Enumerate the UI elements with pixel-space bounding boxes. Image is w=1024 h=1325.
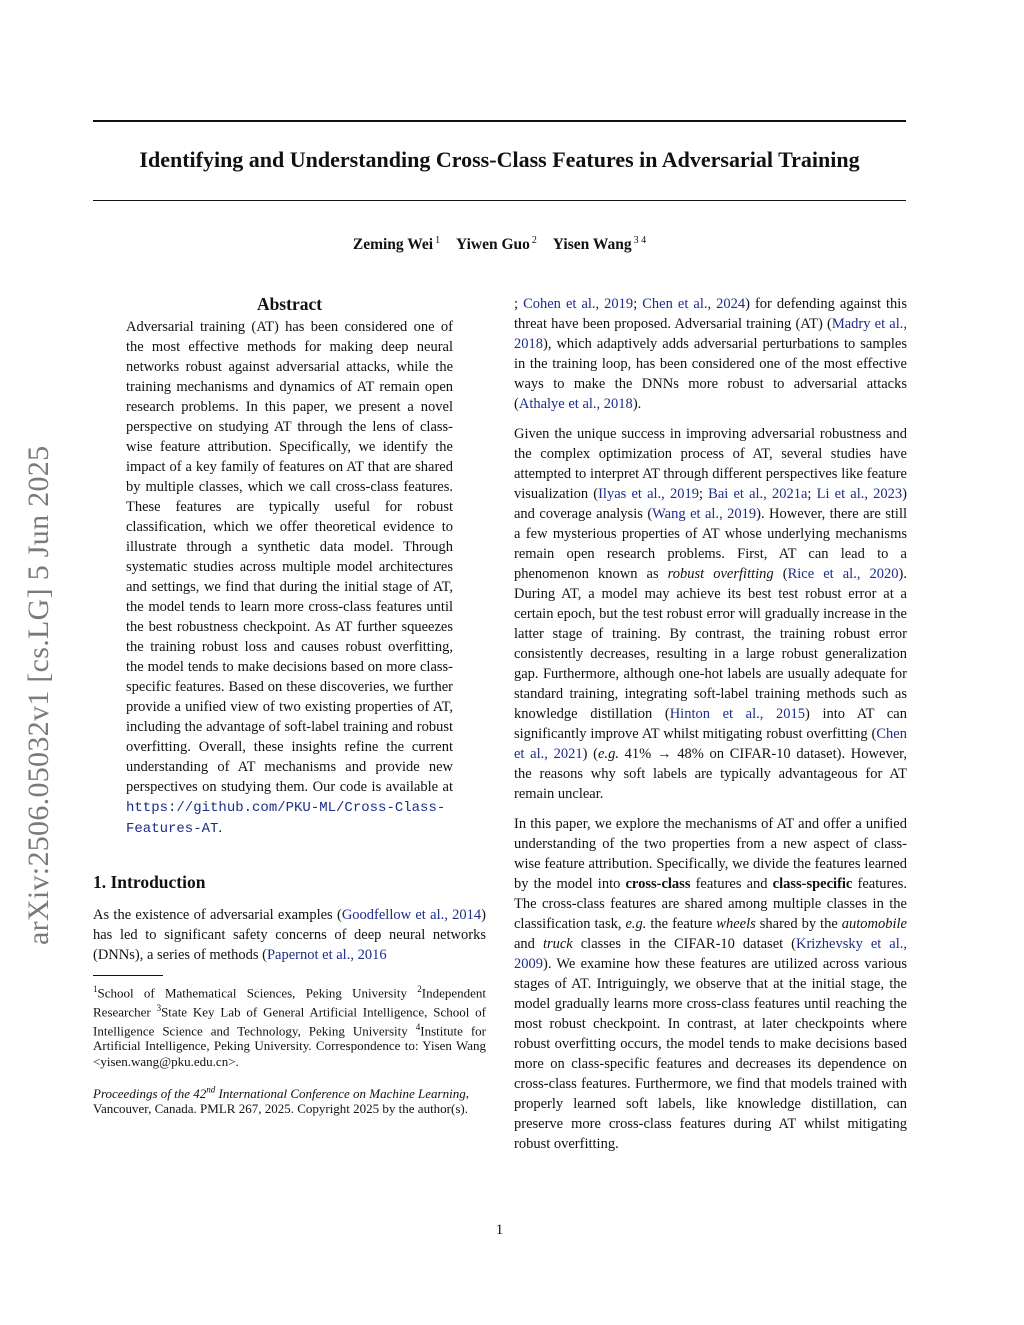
citation-link[interactable]: Hinton et al., 2015 bbox=[669, 706, 805, 722]
citation-link[interactable]: Athalye et al., 2018 bbox=[518, 396, 633, 412]
left-column bbox=[93, 294, 486, 1117]
citation-link[interactable]: Madry et al., 2018 bbox=[514, 316, 907, 352]
citation-link[interactable]: Ilyas et al., 2019 bbox=[598, 486, 699, 502]
proceedings-note: Proceedings of the 42nd International Conference on Machine Learning, Vancouver, Canada. PMLR 267, 2025. Copyright 2025 by the author(s). bbox=[93, 1084, 469, 1117]
citation-link[interactable]: Bai et al., 2021a bbox=[708, 486, 808, 502]
author: Yiwen Guo $^2$ bbox=[455, 235, 537, 254]
page-number: 1 bbox=[495, 1222, 504, 1238]
abstract-text: Adversarial training (AT) has been considered one of the most effective methods for making deep neural networks robust against adversarial attacks, while the training mechanisms and dynamics of AT remain open research problems. In this paper, we present a novel perspective on studying AT through the lens of class-wise feature attribution. Specifically, we identify the impact of a key family of features on AT that are shared by multiple classes, which we call cross-class features. These features are typically useful for robust classification, which we offer theoretical evidence to illustrate through a synthetic data model. Through systematic studies across multiple model architectures and settings, we find that during the initial stage of AT, the model tends to learn more cross-class features until the best robustness checkpoint. As AT further squeezes the training robust loss and causes robust overfitting, the model tends to make decisions based on more class-specific features. Based on these discoveries, we further provide a unified view of two existing properties of AT, including the advantage of soft-label training and robust overfitting. Overall, these insights refine the current understanding of AT mechanisms and provide new perspectives on studying them. Our code is available at https://github.com/PKU-ML/Cross-Class-Features-AT. bbox=[126, 319, 453, 837]
paper-title: Identifying and Understanding Cross-Class Features in Adversarial Training bbox=[139, 147, 860, 172]
citation-link[interactable]: Chen et al., 2024 bbox=[642, 296, 746, 312]
citation-link[interactable]: Rice et al., 2020 bbox=[787, 566, 899, 582]
title-rule-bottom bbox=[93, 200, 906, 201]
author-list bbox=[93, 235, 906, 254]
citation-link[interactable]: Goodfellow et al., 2014 bbox=[341, 907, 482, 923]
footnote-divider bbox=[93, 975, 163, 976]
citation-link[interactable]: Chen et al., 2021 bbox=[514, 726, 907, 762]
intro-paragraph-3: In this paper, we explore the mechanisms of AT and offer a unified understanding of the two properties from a new aspect of class-wise feature attribution. Specifically, we divide the features learned by the model into cross-class features and class-specific features. The cross-class features are shared among multiple classes in the classification task, e.g. the feature wheels shared by the automobile and truck classes in the CIFAR-10 dataset (Krizhevsky et al., 2009). We examine how these features are utilized across various stages of AT. Intriguingly, we observe that at the initial stage, the model gradually learns more cross-class features until reaching the most robust checkpoint. In contrast, at later checkpoints where robust overfitting occurs, the model tends to make decisions based more on class-specific features and decreases its dependence on cross-class features. Furthermore, we find that models trained with properly learned soft labels, like knowledge distillation, can preserve more cross-class features during AT whilst mitigating robust overfitting. bbox=[514, 816, 908, 1152]
section-heading: 1. Introduction bbox=[93, 872, 206, 892]
author: Zeming Wei $^1$ bbox=[352, 235, 441, 254]
citation-link[interactable]: Cohen et al., 2019 bbox=[523, 296, 634, 312]
intro-paragraph-1: As the existence of adversarial examples (Goodfellow et al., 2014) has led to significant safety concerns of deep neural networks (DNNs), a series of methods (Papernot et al., 2016 bbox=[93, 907, 486, 963]
citation-link[interactable]: Wang et al., 2019 bbox=[652, 506, 757, 522]
citation-link[interactable]: Krizhevsky et al., 2009 bbox=[514, 936, 908, 972]
author: Yisen Wang $^{3 4}$ bbox=[552, 235, 647, 254]
citation-link[interactable]: Papernot et al., 2016 bbox=[266, 947, 387, 963]
citation-link[interactable]: Li et al., 2023 bbox=[816, 486, 903, 502]
intro-paragraph-2: Given the unique success in improving adversarial robustness and the complex optimization process of AT, several studies have attempted to interpret AT through different perspectives like feature visualization (Ilyas et al., 2019; Bai et al., 2021a; Li et al., 2023) and coverage analysis (Wang et al., 2019). However, there are still a few mysterious properties of AT whose underlying mechanisms remain open research problems. First, AT can lead to a phenomenon known as robust overfitting (Rice et al., 2020). During AT, a model may achieve its best test robust error at a certain epoch, but the test robust error will gradually increase in the latter stage of training. By contrast, the training robust error consistently decreases, resulting in a large robust generalization gap. Furthermore, although one-hot labels are usually adequate for standard training, integrating soft-label training methods such as knowledge distillation (Hinton et al., 2015) into AT can significantly improve AT whilst mitigating robust overfitting (Chen et al., 2021) (e.g. 41% → 48% on CIFAR-10 dataset). However, the reasons why soft labels are typically advantageous for AT remain unclear. bbox=[514, 426, 908, 802]
title-rule-top bbox=[93, 120, 906, 122]
code-link[interactable]: https://github.com/PKU-ML/Cross-Class-Features-AT bbox=[126, 800, 446, 837]
affiliations-footnote: $^1$School of Mathematical Sciences, Peking University $^2$Independent Researcher $^3$State Key Lab of General Artificial Intelligence, School of Intelligence Science and Technology, Peking University $^4$Institute for Artificial Intelligence, Peking University. Correspondence to: Yisen Wang <yisen.wang@pku.edu.cn>. bbox=[93, 984, 487, 1069]
arxiv-identifier: arXiv:2506.05032v1 [cs.LG] 5 Jun 2025 bbox=[22, 445, 55, 945]
intro-paragraph-1-continued: ; Cohen et al., 2019; Chen et al., 2024) for defending against this threat have been proposed. Adversarial training (AT) (Madry et al., 2018), which adaptively adds adversarial perturbations to samples in the training loop, has been considered one of the most effective ways to make the DNNs more robust to adversarial attacks (Athalye et al., 2018). bbox=[514, 296, 907, 412]
right-column bbox=[514, 294, 907, 1164]
abstract-heading: Abstract bbox=[256, 294, 323, 314]
